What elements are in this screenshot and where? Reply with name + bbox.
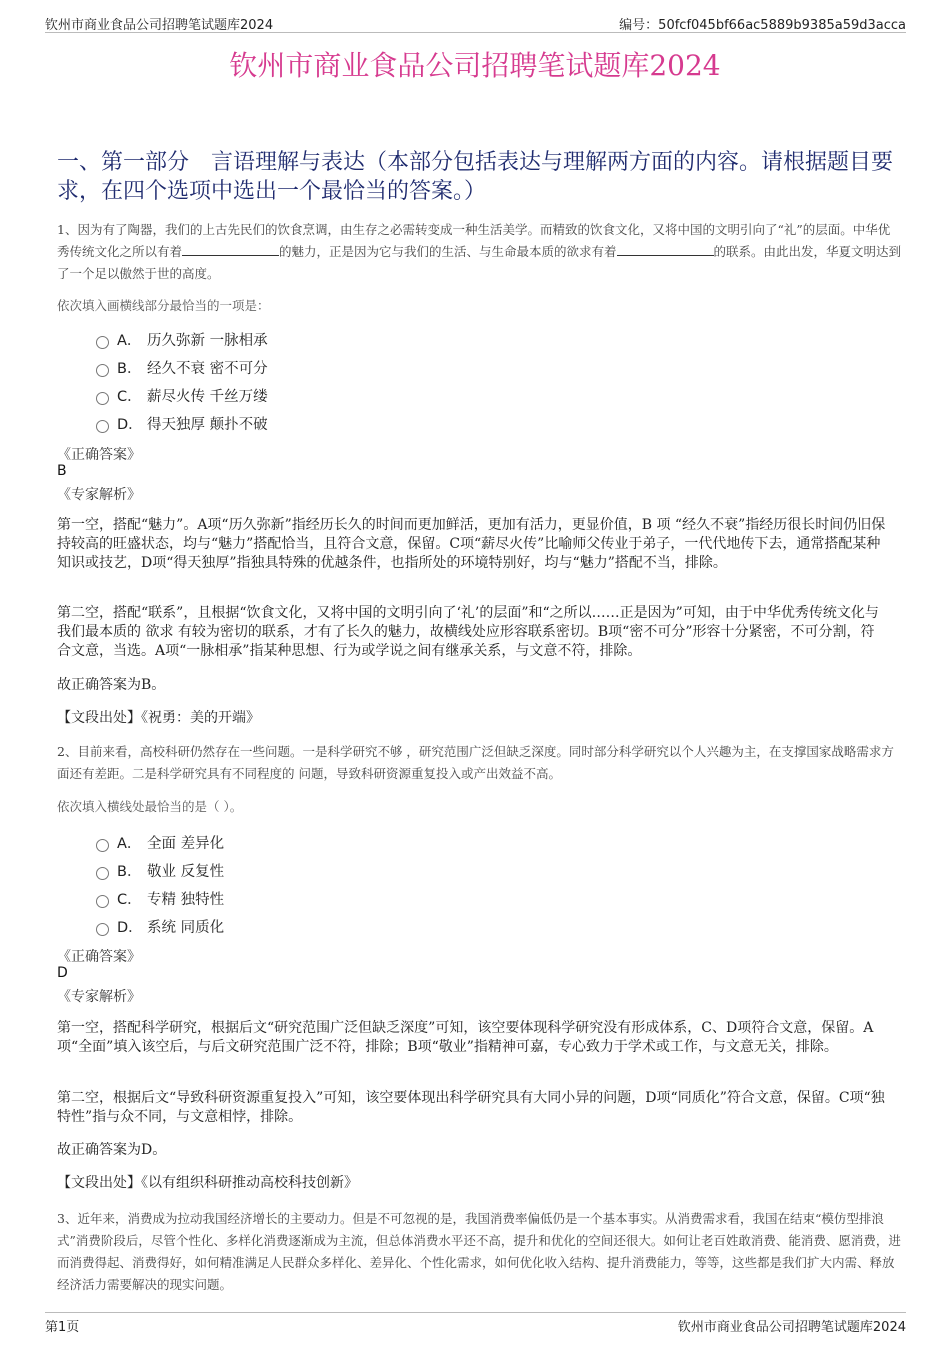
q1-option-a[interactable]: A． 历久弥新 一脉相承 <box>96 328 268 350</box>
q1-option-d[interactable]: D． 得天独厚 颠扑不破 <box>96 412 268 434</box>
q1-answer: B <box>57 463 67 479</box>
header-code-value: 50fcf045bf66ac5889b9385a59d3acca <box>658 18 906 33</box>
q1-correct-label: 《正确答案》 <box>57 447 141 463</box>
footer-doc-title: 钦州市商业食品公司招聘笔试题库2024 <box>677 1320 906 1335</box>
q1-analysis-label: 《专家解析》 <box>57 487 141 503</box>
q1-option-c[interactable]: C． 薪尽火传 千丝万缕 <box>96 384 268 406</box>
radio-icon[interactable] <box>96 867 109 880</box>
radio-icon[interactable] <box>96 839 109 852</box>
q1-analysis-2: 第二空，搭配“联系”，且根据“饮食文化，又将中国的文明引向了‘礼’的层面”和“之所以……正是因为”可知，由于中华优秀传统文化与我们最本质的 欲求 有较为密切的联系，才有了长久的魅力，故横线处应形容联系密切。B项“密不可分”形容十分紧密，不可分割，符合文意，当选。A项“一脉相承”指某种思想、行为或学说之间有继承关系，与文意不符，排除。 <box>57 605 879 659</box>
blank-1 <box>182 243 279 256</box>
page-title: 钦州市商业食品公司招聘笔试题库2024 <box>229 49 721 82</box>
question-1-prompt: 依次填入画横线部分最恰当的一项是： <box>57 298 270 313</box>
radio-icon[interactable] <box>96 420 109 433</box>
header-code-label: 编号： <box>619 18 659 33</box>
question-2-stem: 2、目前来看，高校科研仍然存在一些问题。一是科学研究不够 ，研究范围广泛但缺乏深度。同时部分科学研究以个人兴趣为主，在支撑国家战略需求方面还有差距。二是科学研究具有不同程度的 问题，导致科研资源重复投入或产出效益不高。 <box>57 744 894 781</box>
q2-source: 【文段出处】《以有组织科研推动高校科技创新》 <box>57 1175 358 1191</box>
question-3-stem: 3、近年来，消费成为拉动我国经济增长的主要动力。但是不可忽视的是，我国消费率偏低仍是一个基本事实。从消费需求看，我国在结束“模仿型排浪式”消费阶段后，尽管个性化、多样化消费逐渐成为主流，但总体消费水平还不高，提升和优化的空间还很大。如何让老百姓敢消费、能消费、愿消费，进而消费得起、消费得好，如何精准满足人民群众多样化、差异化、个性化需求，如何优化收入结构、提升消费能力，等等，这些都是我们扩大内需、释放经济活力需要解决的现实问题。 <box>57 1211 901 1292</box>
q2-conclusion: 故正确答案为D。 <box>57 1142 167 1158</box>
question-1-stem: 1、因为有了陶器，我们的上古先民们的饮食烹调，由生存之必需转变成一种生活美学。而精致的饮食文化，又将中国的文明引向了“礼”的层面。中华优秀传统文化之所以有着 的魅力，正是因为它与我们的生活、与生命最本质的欲求有着 的联系。由此出发，华夏文明达到了一个足以傲然于世的高度。 <box>57 222 902 281</box>
q2-answer: D <box>57 965 68 981</box>
header-code <box>619 14 906 33</box>
q2-option-a[interactable]: A． 全面 差异化 <box>96 831 224 853</box>
footer-divider <box>45 1312 906 1313</box>
radio-icon[interactable] <box>96 895 109 908</box>
footer-page-number: 第1页 <box>45 1320 80 1335</box>
q2-option-b[interactable]: B． 敬业 反复性 <box>96 859 224 881</box>
question-2-prompt: 依次填入横线处最恰当的是（ ）。 <box>57 799 243 814</box>
radio-icon[interactable] <box>96 392 109 405</box>
blank-2 <box>617 243 714 256</box>
q1-analysis-1: 第一空，搭配“魅力”。A项“历久弥新”指经历长久的时间而更加鲜活，更加有活力，更显价值，B 项 “经久不衰”指经历很长时间仍旧保持较高的旺盛状态，均与“魅力”搭配恰当，且符合文意，保留。C项“薪尽火传”比喻师父传业于弟子，一代代地传下去，通常搭配某种知识或技艺，D项“得天独厚”指独具特殊的优越条件，也指所处的环境特别好，均与“魅力”搭配不当，排除。 <box>57 517 886 571</box>
q2-correct-label: 《正确答案》 <box>57 949 141 965</box>
section-heading: 一、第一部分 言语理解与表达（本部分包括表达与理解两方面的内容。请根据题目要求，在四个选项中选出一个最恰当的答案。） <box>57 150 894 204</box>
q2-analysis-1: 第一空，搭配科学研究，根据后文“研究范围广泛但缺乏深度”可知，该空要体现科学研究没有形成体系，C、D项符合文意，保留。A项“全面”填入该空后，与后文研究范围广泛不符，排除；B项“敬业”指精神可嘉，专心致力于学术或工作，与文意无关，排除。 <box>57 1020 874 1055</box>
header-divider <box>45 32 906 33</box>
radio-icon[interactable] <box>96 364 109 377</box>
header-doc-title: 钦州市商业食品公司招聘笔试题库2024 <box>45 18 274 33</box>
q2-option-c[interactable]: C． 专精 独特性 <box>96 887 224 909</box>
q2-analysis-2: 第二空，根据后文“导致科研资源重复投入”可知，该空要体现出科学研究具有大同小异的问题，D项“同质化”符合文意，保留。C项“独特性”指与众不同，与文意相悖，排除。 <box>57 1090 885 1125</box>
q1-source: 【文段出处】《祝勇：美的开端》 <box>57 710 260 726</box>
q1-option-b[interactable]: B． 经久不衰 密不可分 <box>96 356 268 378</box>
q1-conclusion: 故正确答案为B。 <box>57 677 166 693</box>
radio-icon[interactable] <box>96 336 109 349</box>
q2-option-d[interactable]: D． 系统 同质化 <box>96 915 224 937</box>
radio-icon[interactable] <box>96 923 109 936</box>
q2-analysis-label: 《专家解析》 <box>57 989 141 1005</box>
